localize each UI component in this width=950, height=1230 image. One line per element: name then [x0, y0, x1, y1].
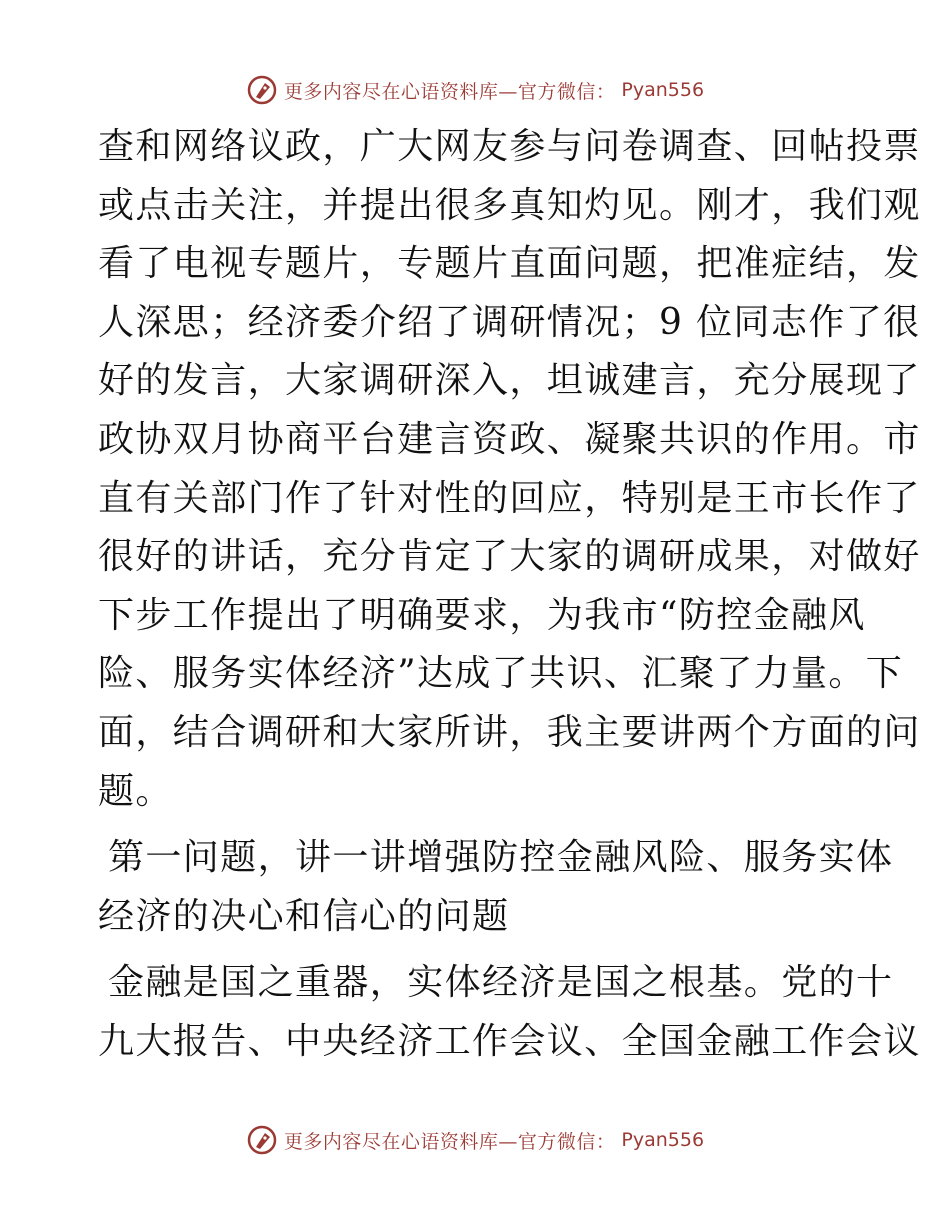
text-line: 查和网络议政，广大网友参与问卷调查、回帖投票 — [98, 126, 921, 167]
text-line: 直有关部门作了针对性的回应，特别是王市长作了 — [98, 477, 921, 519]
text-line: 面，结合调研和大家所讲，我主要讲两个方面的问 — [98, 711, 921, 753]
text-line: 看了电视专题片，专题片直面问题，把准症结，发 — [98, 243, 921, 285]
pen-nib-logo-icon — [246, 74, 278, 106]
document-body — [98, 118, 921, 1072]
header-wechat-id: Pyan556 — [621, 79, 705, 101]
text-line: 或点击关注，并提出很多真知灼见。刚才，我们观 — [98, 184, 921, 226]
paragraph-2 — [98, 954, 921, 1071]
text-line: 九大报告、中央经济工作会议、全国金融工作会议 — [98, 1020, 921, 1062]
text-line: 题。 — [98, 770, 173, 812]
text-line: 下步工作提出了明确要求，为我市“防控金融风 — [98, 594, 866, 636]
header-watermark — [0, 70, 950, 110]
section-heading — [98, 829, 894, 946]
text-line: 很好的讲话，充分肯定了大家的调研成果，对做好 — [98, 536, 921, 578]
text-line: 金融是国之重器，实体经济是国之根基。党的十 — [108, 962, 894, 1004]
pen-nib-logo-icon — [246, 1124, 278, 1156]
text-line: 政协双月协商平台建言资政、凝聚共识的作用。市 — [98, 418, 921, 460]
footer-watermark — [0, 1120, 950, 1160]
text-line: 人深思；经济委介绍了调研情况；9 位同志作了很 — [98, 301, 921, 343]
text-line: 险、服务实体经济”达成了共识、汇聚了力量。下 — [98, 653, 904, 695]
header-watermark-text: 更多内容尽在心语资料库—官方微信： — [283, 80, 616, 103]
heading-line: 第一问题，讲一讲增强防控金融风险、服务实体 — [108, 837, 894, 879]
footer-wechat-id: Pyan556 — [621, 1129, 705, 1151]
heading-line: 经济的决心和信心的问题 — [98, 895, 510, 937]
paragraph-1 — [98, 118, 921, 821]
footer-watermark-text: 更多内容尽在心语资料库—官方微信： — [283, 1130, 616, 1153]
text-line: 好的发言，大家调研深入，坦诚建言，充分展现了 — [98, 360, 921, 402]
